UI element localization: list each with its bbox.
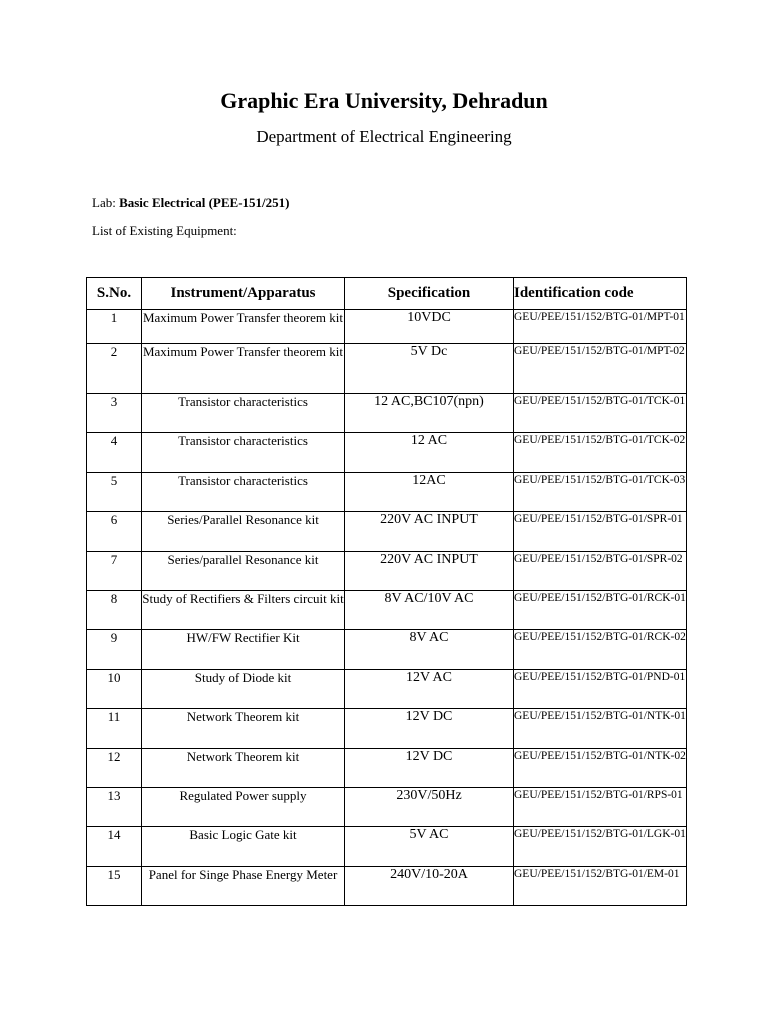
cell-identification-code: GEU/PEE/151/152/BTG-01/TCK-03 [514,473,687,512]
cell-sno: 13 [87,788,142,827]
table-row [87,670,687,709]
cell-sno: 5 [87,473,142,512]
lab-line [92,195,290,211]
table-row [87,709,687,749]
cell-specification: 8V AC/10V AC [345,591,514,630]
cell-specification: 12V DC [345,709,514,749]
cell-instrument: Regulated Power supply [142,788,345,827]
cell-specification: 5V Dc [345,344,514,394]
cell-sno: 1 [87,310,142,344]
cell-identification-code: GEU/PEE/151/152/BTG-01/RPS-01 [514,788,687,827]
cell-sno: 14 [87,827,142,867]
cell-instrument: Maximum Power Transfer theorem kit [142,344,345,394]
cell-specification: 12V DC [345,749,514,788]
table-header-row [87,278,687,310]
cell-specification: 10VDC [345,310,514,344]
cell-instrument: Study of Diode kit [142,670,345,709]
cell-identification-code: GEU/PEE/151/152/BTG-01/SPR-02 [514,552,687,591]
cell-sno: 9 [87,630,142,670]
cell-specification: 8V AC [345,630,514,670]
cell-specification: 12 AC,BC107(npn) [345,394,514,433]
table-row [87,433,687,473]
cell-sno: 12 [87,749,142,788]
cell-sno: 15 [87,867,142,906]
cell-specification: 220V AC INPUT [345,552,514,591]
header-identification-code: Identification code [514,278,687,310]
table-row [87,867,687,906]
cell-specification: 230V/50Hz [345,788,514,827]
table-row [87,310,687,344]
page-title: Graphic Era University, Dehradun [220,88,548,113]
cell-sno: 3 [87,394,142,433]
table-row [87,344,687,394]
cell-sno: 10 [87,670,142,709]
header-specification: Specification [345,278,514,310]
cell-instrument: Transistor characteristics [142,394,345,433]
cell-instrument: Panel for Singe Phase Energy Meter [142,867,345,906]
table-row [87,394,687,433]
lab-name: Basic Electrical (PEE-151/251) [119,195,290,210]
cell-instrument: Network Theorem kit [142,709,345,749]
cell-instrument: Maximum Power Transfer theorem kit [142,310,345,344]
table-row [87,788,687,827]
cell-instrument: Series/parallel Resonance kit [142,552,345,591]
cell-identification-code: GEU/PEE/151/152/BTG-01/TCK-02 [514,433,687,473]
cell-specification: 5V AC [345,827,514,867]
cell-identification-code: GEU/PEE/151/152/BTG-01/EM-01 [514,867,687,906]
table-row [87,512,687,552]
cell-instrument: HW/FW Rectifier Kit [142,630,345,670]
table-row [87,473,687,512]
cell-instrument: Network Theorem kit [142,749,345,788]
table-row [87,552,687,591]
table-row [87,827,687,867]
cell-instrument: Basic Logic Gate kit [142,827,345,867]
cell-identification-code: GEU/PEE/151/152/BTG-01/PND-01 [514,670,687,709]
cell-sno: 4 [87,433,142,473]
cell-sno: 6 [87,512,142,552]
cell-identification-code: GEU/PEE/151/152/BTG-01/LGK-01 [514,827,687,867]
cell-identification-code: GEU/PEE/151/152/BTG-01/MPT-01 [514,310,687,344]
header-instrument: Instrument/Apparatus [142,278,345,310]
cell-identification-code: GEU/PEE/151/152/BTG-01/NTK-01 [514,709,687,749]
cell-identification-code: GEU/PEE/151/152/BTG-01/NTK-02 [514,749,687,788]
cell-sno: 11 [87,709,142,749]
equipment-table [86,277,687,906]
cell-identification-code: GEU/PEE/151/152/BTG-01/RCK-01 [514,591,687,630]
cell-specification: 220V AC INPUT [345,512,514,552]
cell-specification: 12V AC [345,670,514,709]
cell-instrument: Transistor characteristics [142,433,345,473]
cell-instrument: Transistor characteristics [142,473,345,512]
cell-specification: 240V/10-20A [345,867,514,906]
cell-sno: 2 [87,344,142,394]
cell-identification-code: GEU/PEE/151/152/BTG-01/SPR-01 [514,512,687,552]
cell-identification-code: GEU/PEE/151/152/BTG-01/RCK-02 [514,630,687,670]
table-row [87,630,687,670]
cell-instrument: Series/Parallel Resonance kit [142,512,345,552]
cell-specification: 12AC [345,473,514,512]
cell-sno: 8 [87,591,142,630]
table-row [87,591,687,630]
cell-specification: 12 AC [345,433,514,473]
lab-prefix: Lab: [92,195,120,210]
cell-sno: 7 [87,552,142,591]
table-row [87,749,687,788]
department-subtitle: Department of Electrical Engineering [256,127,512,146]
cell-identification-code: GEU/PEE/151/152/BTG-01/TCK-01 [514,394,687,433]
cell-instrument: Study of Rectifiers & Filters circuit kit [142,591,345,630]
cell-identification-code: GEU/PEE/151/152/BTG-01/MPT-02 [514,344,687,394]
list-label: List of Existing Equipment: [92,223,237,238]
header-sno: S.No. [87,278,142,310]
